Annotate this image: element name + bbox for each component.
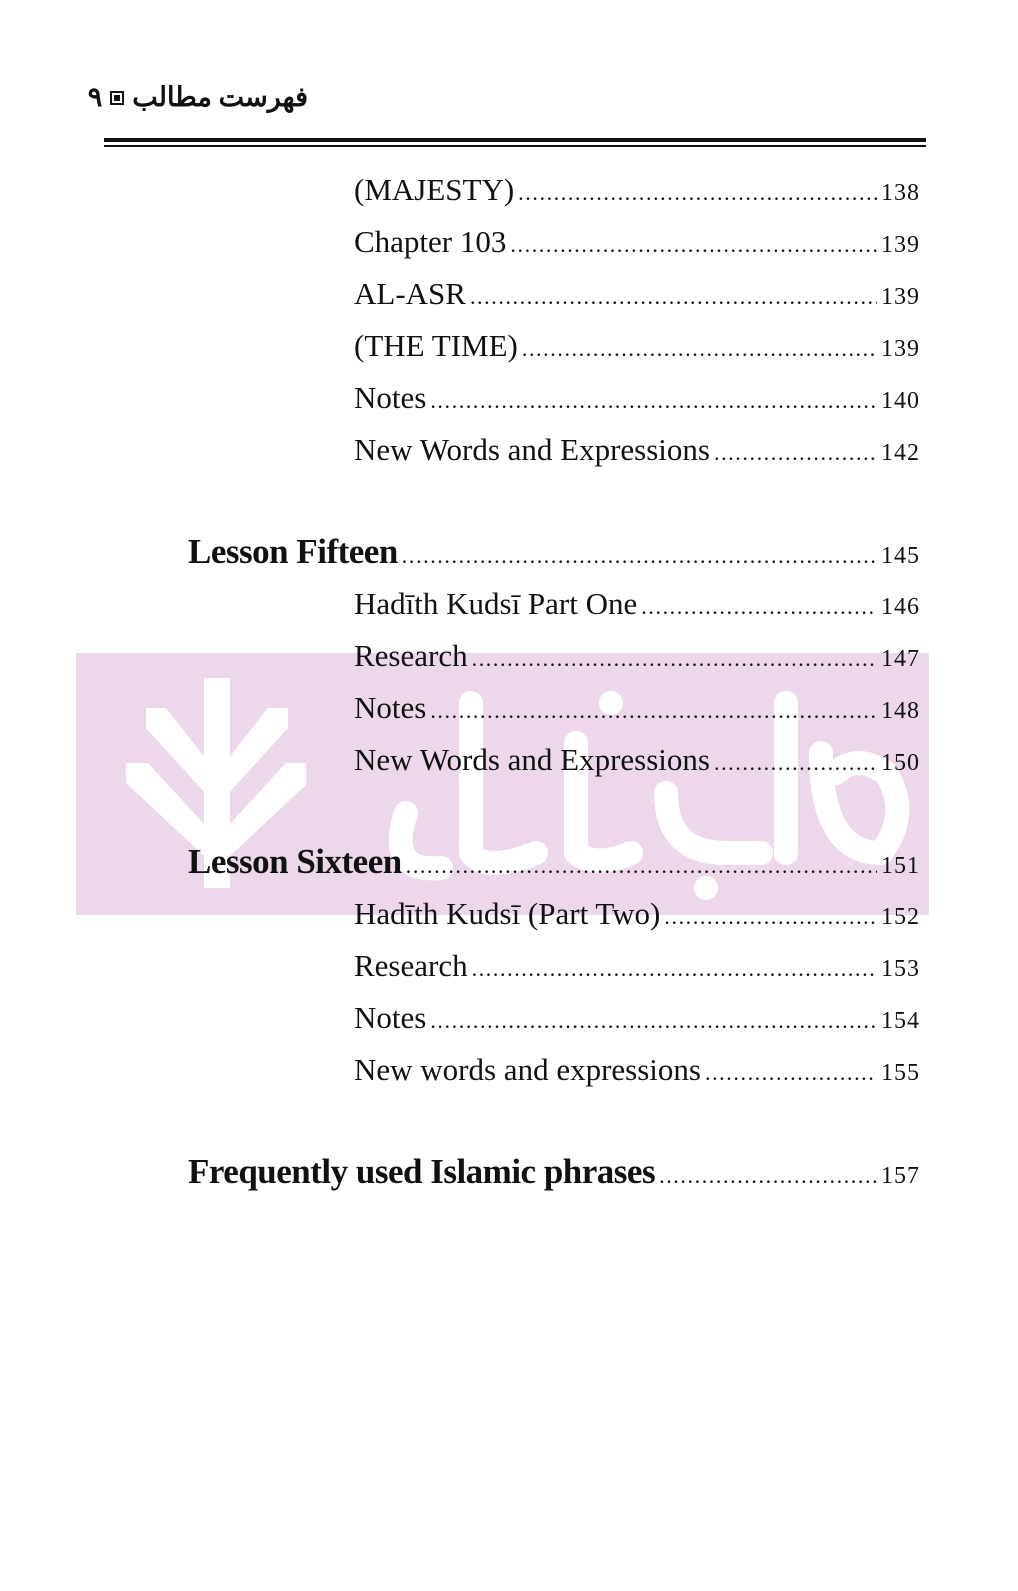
- toc-entry-page: 139: [881, 284, 920, 310]
- toc-entry-title: Notes: [354, 1000, 427, 1035]
- toc-entry[interactable]: [354, 1052, 920, 1088]
- dot-leader: [664, 904, 877, 930]
- toc-entry-page: 152: [881, 904, 920, 930]
- toc-entry-title: New Words and Expressions: [354, 432, 710, 467]
- toc-entry-page: 157: [881, 1163, 920, 1189]
- toc-entry-title: Notes: [354, 690, 427, 725]
- toc-entry-page: 151: [881, 853, 920, 879]
- toc-entry-page: 139: [881, 336, 920, 362]
- toc-entry-title: Lesson Fifteen: [188, 532, 398, 571]
- toc-entry[interactable]: [354, 896, 920, 932]
- toc-entry-page: 142: [881, 440, 920, 466]
- toc-entry-title: Chapter 103: [354, 224, 507, 259]
- toc-entry-page: 155: [881, 1060, 920, 1086]
- toc-entry[interactable]: [354, 224, 920, 260]
- toc-entry-page: 138: [881, 180, 920, 206]
- toc-entry[interactable]: [354, 948, 920, 984]
- toc-entry[interactable]: [354, 586, 920, 622]
- toc-entry-title: AL-ASR: [354, 276, 466, 311]
- dot-leader: [472, 646, 877, 672]
- dot-leader: [714, 440, 877, 466]
- toc-entry[interactable]: [354, 276, 920, 312]
- dot-leader: [518, 180, 877, 206]
- toc-entry-title: Research: [354, 638, 468, 673]
- toc-entry-title: New words and expressions: [354, 1052, 701, 1087]
- header-title: فهرست مطالب: [132, 82, 308, 112]
- dot-leader: [430, 698, 877, 724]
- toc-lesson-entry[interactable]: [188, 842, 920, 882]
- toc-entry[interactable]: [354, 328, 920, 364]
- dot-leader: [472, 956, 877, 982]
- dot-leader: [705, 1060, 877, 1086]
- dot-leader: [659, 1163, 877, 1189]
- dot-leader: [402, 543, 877, 569]
- toc-entry-page: 148: [881, 698, 920, 724]
- toc-entry-title: Hadīth Kudsī Part One: [354, 586, 638, 621]
- toc-entry[interactable]: [354, 432, 920, 468]
- toc-entry-page: 150: [881, 750, 920, 776]
- header-page-number: ٩: [87, 82, 103, 112]
- toc-entry-title: Notes: [354, 380, 427, 415]
- toc-entry-title: New Words and Expressions: [354, 742, 710, 777]
- toc-entry-title: (MAJESTY): [354, 172, 515, 207]
- dot-leader: [714, 750, 877, 776]
- dot-leader: [510, 232, 877, 258]
- dot-leader: [470, 284, 877, 310]
- toc-entry-page: 145: [881, 543, 920, 569]
- toc-entry[interactable]: [354, 172, 920, 208]
- toc-entry-title: Frequently used Islamic phrases: [188, 1152, 656, 1191]
- toc-entry-page: 146: [881, 594, 920, 620]
- toc-entry-page: 153: [881, 956, 920, 982]
- toc-entry-title: Hadīth Kudsī (Part Two): [354, 896, 661, 931]
- toc-entry[interactable]: [354, 742, 920, 778]
- toc-entry-page: 147: [881, 646, 920, 672]
- toc-entry-page: 140: [881, 388, 920, 414]
- toc-entry-page: 139: [881, 232, 920, 258]
- toc-entry[interactable]: [354, 638, 920, 674]
- dot-leader: [522, 336, 877, 362]
- toc-entry[interactable]: [354, 1000, 920, 1036]
- toc-entry-title: Research: [354, 948, 468, 983]
- toc-entry[interactable]: [354, 690, 920, 726]
- dot-leader: [430, 388, 877, 414]
- toc-entry[interactable]: [354, 380, 920, 416]
- toc-lesson-entry[interactable]: [188, 532, 920, 572]
- toc-entry-title: (THE TIME): [354, 328, 518, 363]
- toc-entry-page: 154: [881, 1008, 920, 1034]
- toc-entry-title: Lesson Sixteen: [188, 842, 402, 881]
- dot-leader: [641, 594, 877, 620]
- dot-leader: [406, 853, 877, 879]
- dot-leader: [430, 1008, 877, 1034]
- toc-lesson-entry[interactable]: [188, 1152, 920, 1192]
